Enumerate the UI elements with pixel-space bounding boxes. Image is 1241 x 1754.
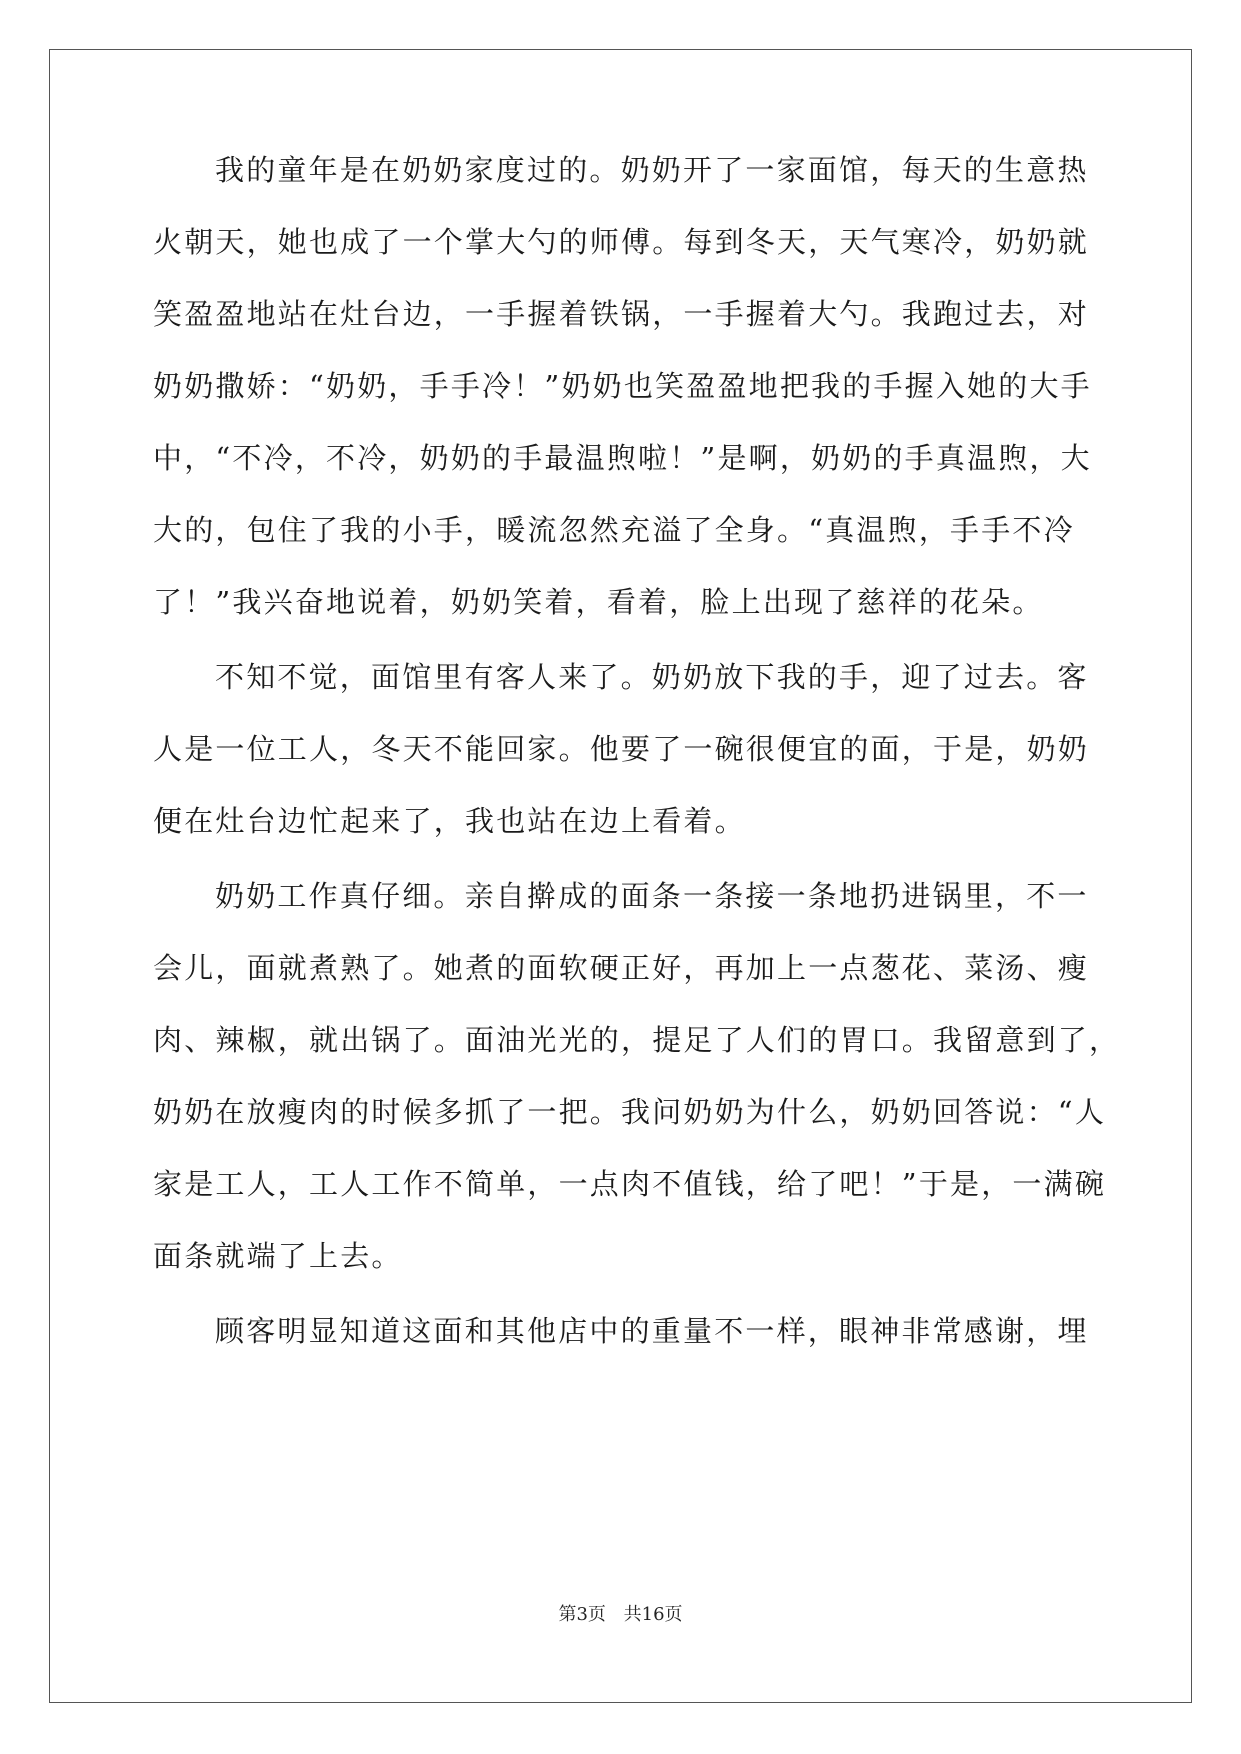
text-line: 奶奶工作真仔细。亲自擀成的面条一条接一条地扔进锅里，不一 <box>215 879 1089 913</box>
text-line: 笑盈盈地站在灶台边，一手握着铁锅，一手握着大勺。我跑过去，对 <box>153 297 1090 331</box>
text-line: 了！”我兴奋地说着，奶奶笑着，看着，脸上出现了慈祥的花朵。 <box>153 585 1044 619</box>
page-number: 第3页 <box>558 1604 606 1625</box>
text-line: 肉、辣椒，就出锅了。面油光光的，提足了人们的胃口。我留意到了， <box>153 1023 1121 1057</box>
page-footer <box>0 1600 1241 1626</box>
text-line: 不知不觉，面馆里有客人来了。奶奶放下我的手，迎了过去。客 <box>215 660 1089 694</box>
text-line: 人是一位工人，冬天不能回家。他要了一碗很便宜的面，于是，奶奶 <box>153 732 1090 766</box>
text-line: 顾客明显知道这面和其他店中的重量不一样，眼神非常感谢，埋 <box>215 1314 1089 1348</box>
text-line: 家是工人，工人工作不简单，一点肉不值钱，给了吧！”于是，一满碗 <box>153 1167 1107 1201</box>
page-total: 共16页 <box>623 1604 683 1625</box>
text-line: 中，“不冷，不冷，奶奶的手最温煦啦！”是啊，奶奶的手真温煦，大 <box>153 441 1092 475</box>
text-line: 火朝天，她也成了一个掌大勺的师傅。每到冬天，天气寒冷，奶奶就 <box>153 225 1090 259</box>
text-line: 面条就端了上去。 <box>153 1239 403 1273</box>
text-line: 奶奶在放瘦肉的时候多抓了一把。我问奶奶为什么，奶奶回答说：“人 <box>153 1095 1107 1129</box>
text-line: 大的，包住了我的小手，暖流忽然充溢了全身。“真温煦，手手不冷 <box>153 513 1075 547</box>
text-line: 奶奶撒娇：“奶奶，手手冷！”奶奶也笑盈盈地把我的手握入她的大手 <box>153 369 1092 403</box>
text-line: 我的童年是在奶奶家度过的。奶奶开了一家面馆，每天的生意热 <box>215 153 1089 187</box>
text-line: 会儿，面就煮熟了。她煮的面软硬正好，再加上一点葱花、菜汤、瘦 <box>153 951 1090 985</box>
text-line: 便在灶台边忙起来了，我也站在边上看着。 <box>153 804 746 838</box>
